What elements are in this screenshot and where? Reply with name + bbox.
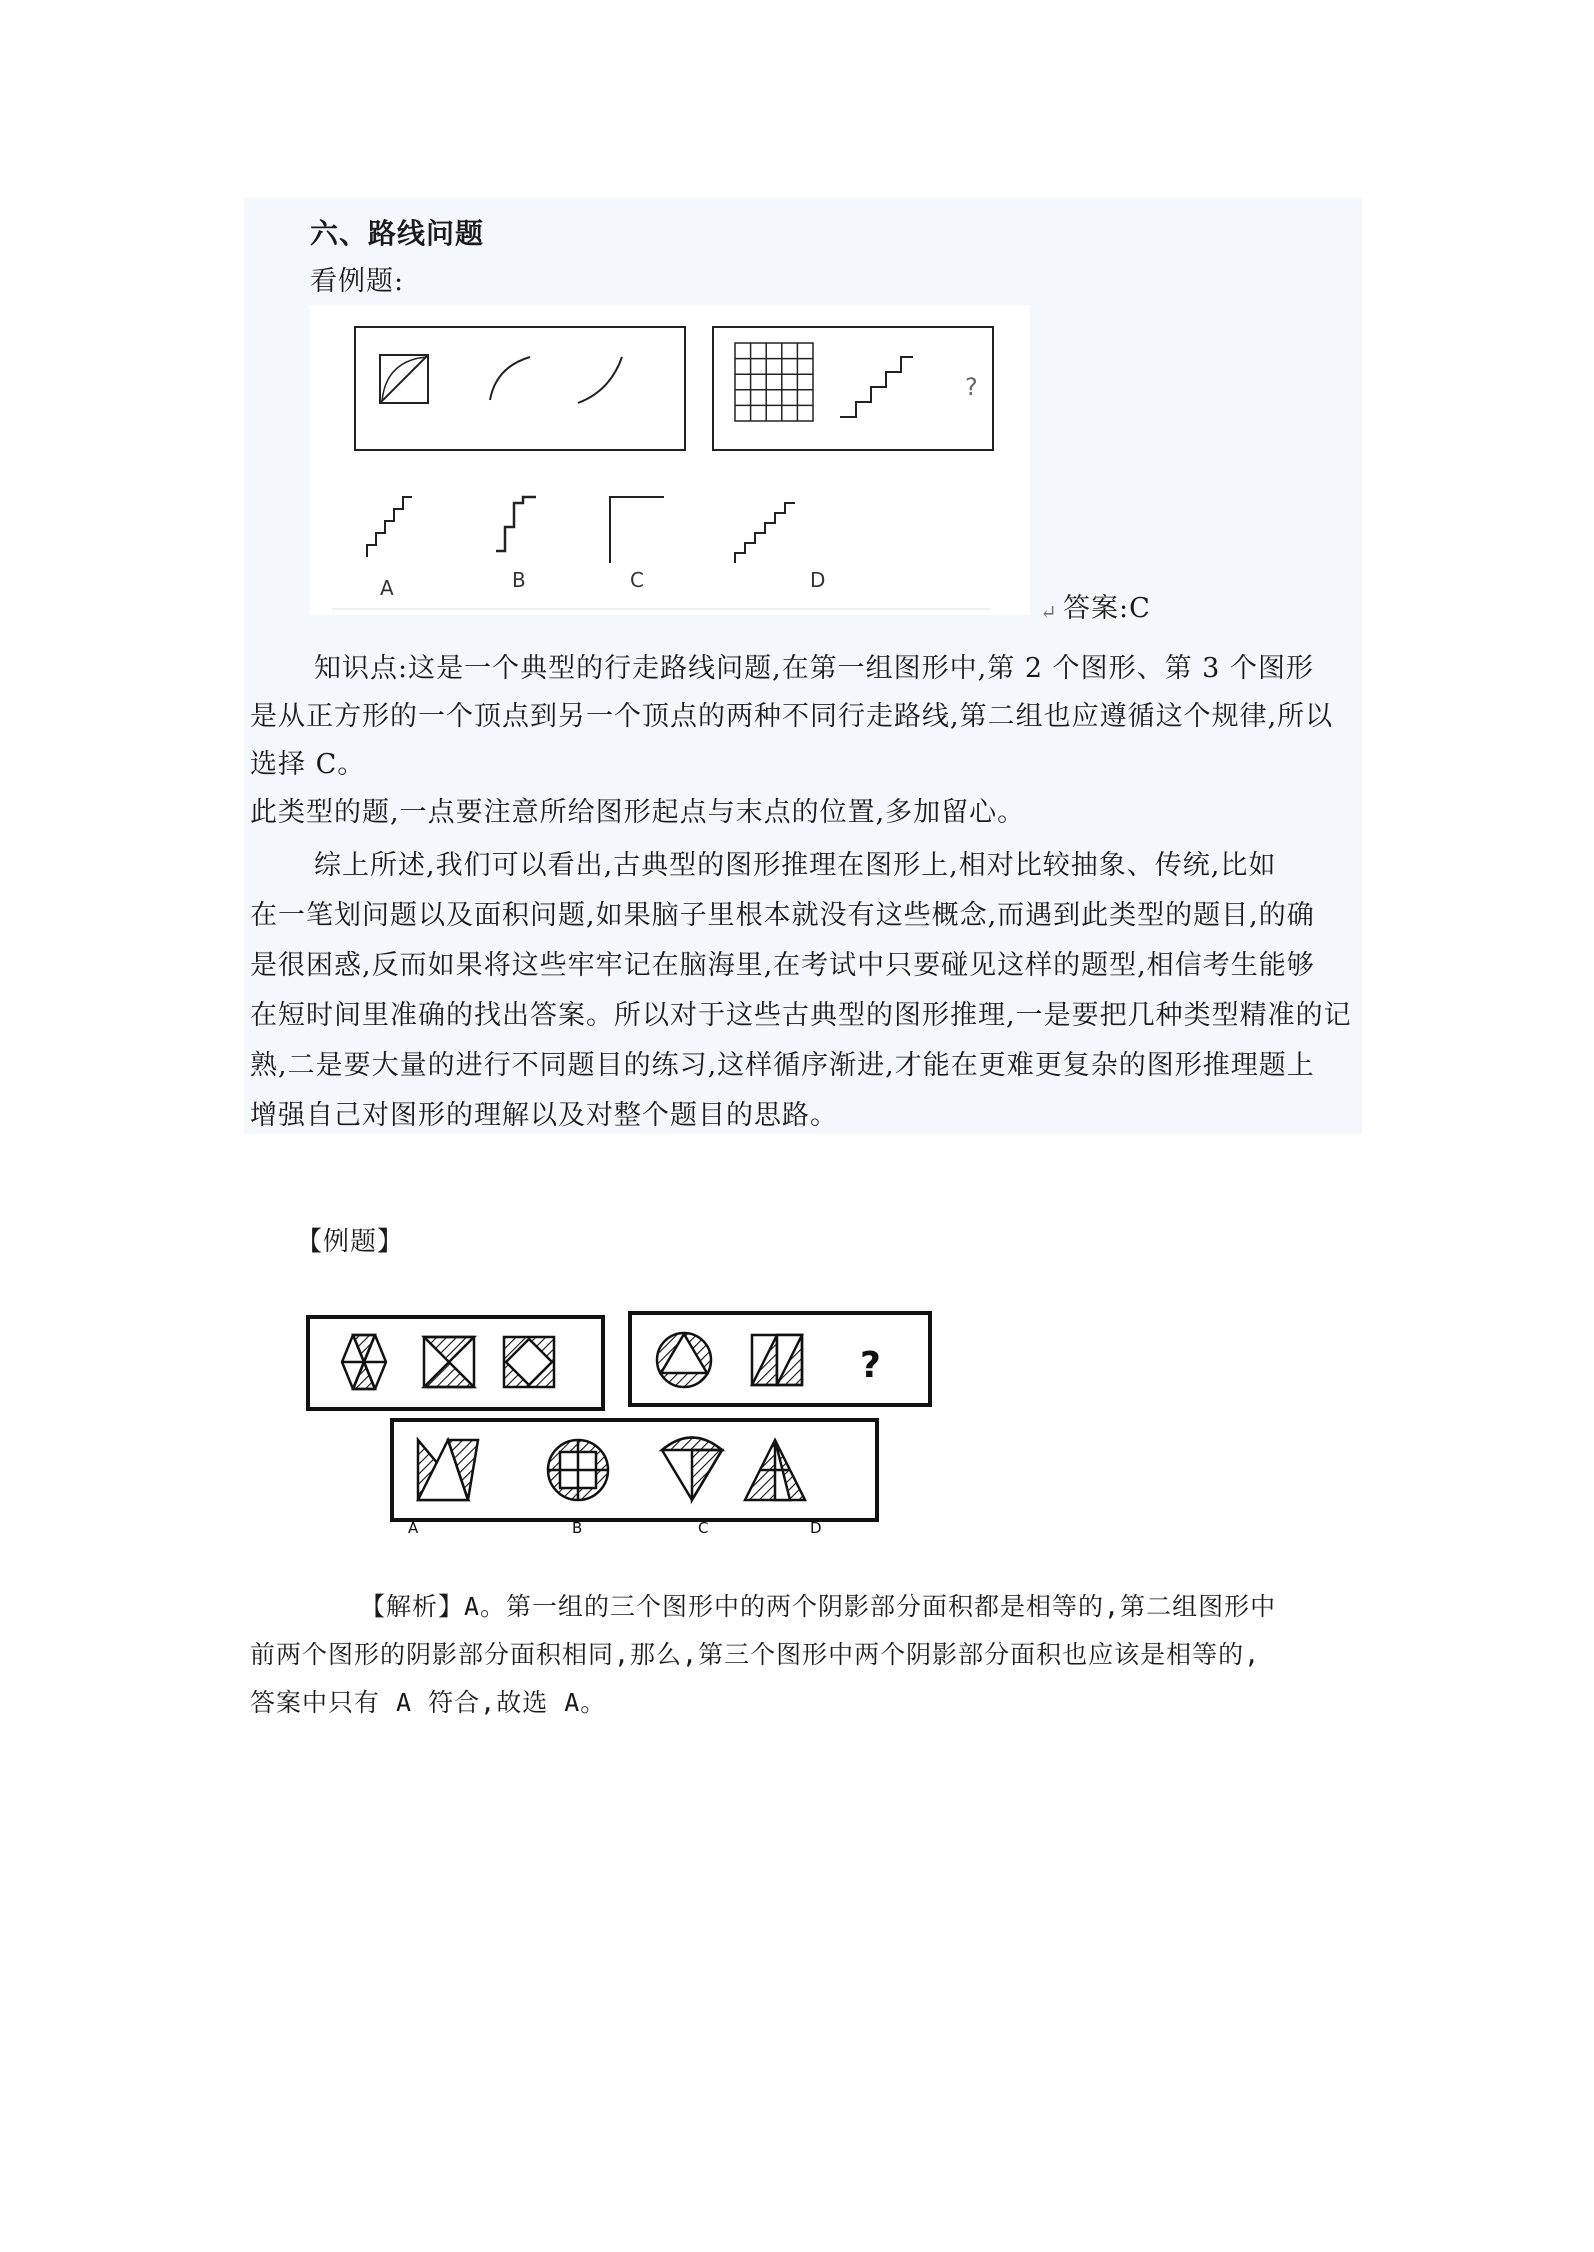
answer-text: 答案:C xyxy=(1063,593,1151,624)
summary-line-3: 是很困惑,反而如果将这些牢牢记在脑海里,在考试中只要碰见这样的题型,相信考生能够 xyxy=(250,950,1315,981)
option-c-right-angle xyxy=(610,497,664,563)
option-a-label: A xyxy=(380,576,394,600)
summary-line-1: 综上所述,我们可以看出,古典型的图形推理在图形上,相对比较抽象、传统,比如 xyxy=(314,850,1277,881)
route-problem-figure-svg xyxy=(310,305,1030,615)
knowledge-line-3: 选择 C。 xyxy=(250,749,366,780)
triangle-in-circle-figure xyxy=(657,1333,711,1387)
square-triangle-figure xyxy=(752,1335,802,1385)
square-diagonal xyxy=(380,355,428,403)
example-question-mark: ? xyxy=(860,1345,881,1386)
example-option-b-label: B xyxy=(572,1519,583,1535)
option-d-stairs xyxy=(735,503,795,563)
return-glyph: ↵ xyxy=(1040,600,1058,624)
option-d-figure xyxy=(745,1440,805,1500)
route-arc-one xyxy=(490,357,530,400)
diamond-in-square-figure xyxy=(504,1337,554,1387)
example-label: 【例题】 xyxy=(296,1227,405,1257)
staircase-route xyxy=(840,357,913,417)
area-example-figure-svg xyxy=(300,1305,940,1535)
summary-line-6: 增强自己对图形的理解以及对整个题目的思路。 xyxy=(250,1100,838,1131)
group-two-question-mark: ? xyxy=(965,373,978,401)
summary-line-4: 在短时间里准确的找出答案。所以对于这些古典型的图形推理,一是要把几种类型精准的记 xyxy=(250,1000,1352,1031)
group-two-frame xyxy=(713,327,993,450)
analysis-line-1: 【解析】A。第一组的三个图形中的两个阴影部分面积都是相等的,第二组图形中 xyxy=(360,1592,1277,1621)
option-b-stairs xyxy=(496,497,536,551)
option-c-label: C xyxy=(630,568,644,592)
option-b-label: B xyxy=(512,568,526,592)
summary-line-5: 熟,二是要大量的进行不同题目的练习,这样循序渐进,才能在更难更复杂的图形推理题上 xyxy=(250,1050,1315,1081)
example-option-c-label: C xyxy=(698,1519,709,1535)
route-problem-figure xyxy=(310,305,1030,615)
route-arc-two xyxy=(578,357,622,403)
hexagon-figure xyxy=(342,1335,386,1389)
knowledge-line-2: 是从正方形的一个顶点到另一个顶点的两种不同行走路线,第二组也应遵循这个规律,所以 xyxy=(250,701,1334,732)
intro-text: 看例题: xyxy=(310,266,405,297)
option-c-figure xyxy=(662,1438,722,1501)
five-by-five-grid xyxy=(735,343,813,421)
option-b-figure xyxy=(548,1440,608,1500)
knowledge-line-1: 知识点:这是一个典型的行走路线问题,在第一组图形中,第 2 个图形、第 3 个图形 xyxy=(314,653,1314,684)
group-one-frame xyxy=(355,327,685,450)
option-a-stairs xyxy=(367,497,412,557)
hourglass-figure xyxy=(424,1337,474,1387)
area-example-figure xyxy=(300,1305,940,1535)
analysis-line-3: 答案中只有 A 符合,故选 A。 xyxy=(250,1688,607,1717)
tip-line: 此类型的题,一点要注意所给图形起点与末点的位置,多加留心。 xyxy=(250,797,1026,828)
option-a-figure xyxy=(418,1440,478,1500)
summary-line-2: 在一笔划问题以及面积问题,如果脑子里根本就没有这些概念,而遇到此类型的题目,的确 xyxy=(250,900,1315,931)
example-option-d-label: D xyxy=(810,1519,822,1535)
analysis-line-2: 前两个图形的阴影部分面积相同,那么,第三个图形中两个阴影部分面积也应该是相等的, xyxy=(250,1640,1261,1669)
option-d-label: D xyxy=(810,568,826,592)
section-heading: 六、路线问题 xyxy=(310,217,485,250)
example-option-a-label: A xyxy=(408,1519,419,1535)
